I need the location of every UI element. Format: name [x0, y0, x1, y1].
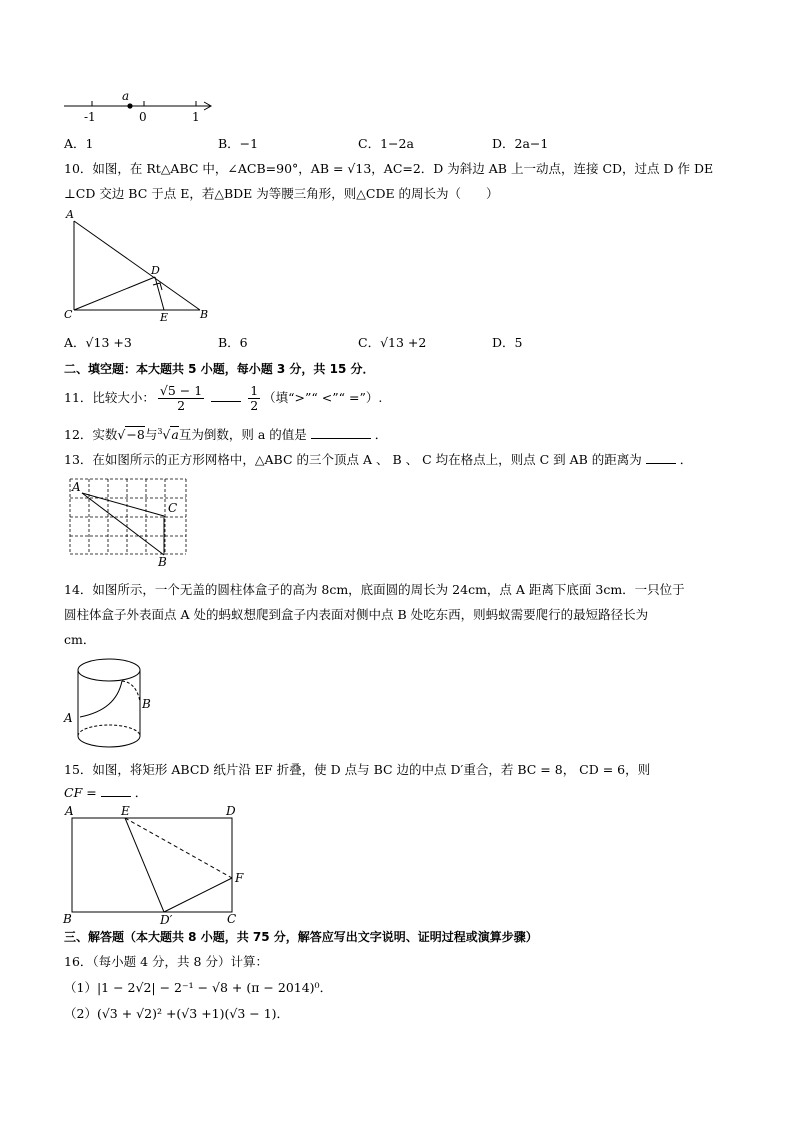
q14-line3: cm． — [64, 632, 96, 647]
q10-triangle-figure — [60, 205, 220, 321]
svg-text:A: A — [66, 208, 74, 221]
svg-text:C: C — [227, 912, 237, 926]
section-heading: 二、填空题：本大题共 5 小题，每小题 3 分，共 15 分． — [64, 362, 375, 376]
q10-option-d: D．5 — [492, 335, 523, 350]
q14-line2: 圆柱体盒子外表面点 A 处的蚂蚁想爬到盒子内表面对侧中点 B 处吃东西，则蚂蚁需要爬行的最短路径长为 — [64, 607, 649, 622]
q10-option-a: A．√13 +3 — [64, 335, 132, 350]
q16-part1: （1）|1 − 2√2| − 2⁻¹ − √8 + (π − 2014)⁰． — [64, 980, 333, 995]
tick-label: -1 — [84, 110, 96, 124]
q15-line1: 15．如图，将矩形 ABCD 纸片沿 EF 折叠，使 D 点与 BC 边的中点 D′重合，若 BC = 8， CD = 6，则 — [64, 762, 651, 777]
q14-line1: 14．如图所示，一个无盖的圆柱体盒子的高为 8cm，底面圆的周长为 24cm，点 A 距离下底面 3cm．一只位于 — [64, 582, 685, 597]
q13-line: 13．在如图所示的正方形网格中，△ABC 的三个顶点 A 、 B 、 C 均在格点上，则点 C 到 AB 的距离为 ． — [64, 452, 693, 467]
q9-option-d: D．2a−1 — [492, 136, 549, 151]
svg-text:A: A — [65, 804, 74, 818]
q10-option-c: C．√13 +2 — [358, 335, 427, 350]
q14-cylinder-figure — [60, 650, 160, 754]
q13-grid-figure — [64, 474, 194, 566]
svg-text:F: F — [235, 871, 244, 885]
svg-text:B: B — [142, 697, 151, 711]
svg-text:D′: D′ — [160, 913, 173, 926]
svg-text:B: B — [63, 912, 72, 926]
q10-stem-line1: 10．如图，在 Rt△ABC 中，∠ACB=90°，AB = √13，AC=2．D 为斜边 AB 上一动点，连接 CD，过点 D 作 DE — [64, 161, 714, 176]
q9-option-b: B．−1 — [218, 136, 259, 151]
q16-part2: （2）(√3 + √2)² +(√3 +1)(√3 − 1)． — [64, 1006, 290, 1021]
svg-text:A: A — [72, 480, 81, 494]
svg-text:C: C — [64, 308, 73, 321]
tick-label: 1 — [192, 110, 200, 124]
q9-option-c: C．1−2a — [358, 136, 414, 151]
q15-rectangle-figure — [60, 802, 250, 926]
svg-text:C: C — [168, 501, 178, 515]
q12-line: 12．实数√−8与$^3$√a互为倒数，则 a 的值是 ． — [64, 426, 388, 442]
q9-option-a: A．1 — [64, 136, 94, 151]
svg-text:A: A — [64, 711, 73, 725]
tick-label: 0 — [139, 110, 147, 124]
q10-option-b: B．6 — [218, 335, 248, 350]
svg-text:E: E — [160, 311, 169, 321]
number-line-figure — [60, 88, 220, 124]
q15-line2: CF = ． — [64, 785, 148, 800]
svg-text:E: E — [121, 804, 130, 818]
point-a-label: a — [122, 89, 130, 103]
svg-text:B: B — [158, 555, 167, 566]
q16-title: 16．（每小题 4 分，共 8 分）计算： — [64, 954, 268, 969]
q11-line: 11．比较大小： $\frac{√5 - 1}{2}$ $\frac{1}{2}$ （填“>”“ <”“ =”）. — [64, 383, 383, 413]
svg-text:D: D — [226, 804, 236, 818]
svg-text:B: B — [200, 308, 209, 321]
section-heading: 三、解答题（本大题共 8 小题，共 75 分，解答应写出文字说明、证明过程或演算步骤） — [64, 930, 538, 944]
svg-text:D: D — [151, 264, 160, 277]
q10-stem-line2: ⊥CD 交边 BC 于点 E，若△BDE 为等腰三角形，则△CDE 的周长为（ ） — [64, 186, 499, 201]
